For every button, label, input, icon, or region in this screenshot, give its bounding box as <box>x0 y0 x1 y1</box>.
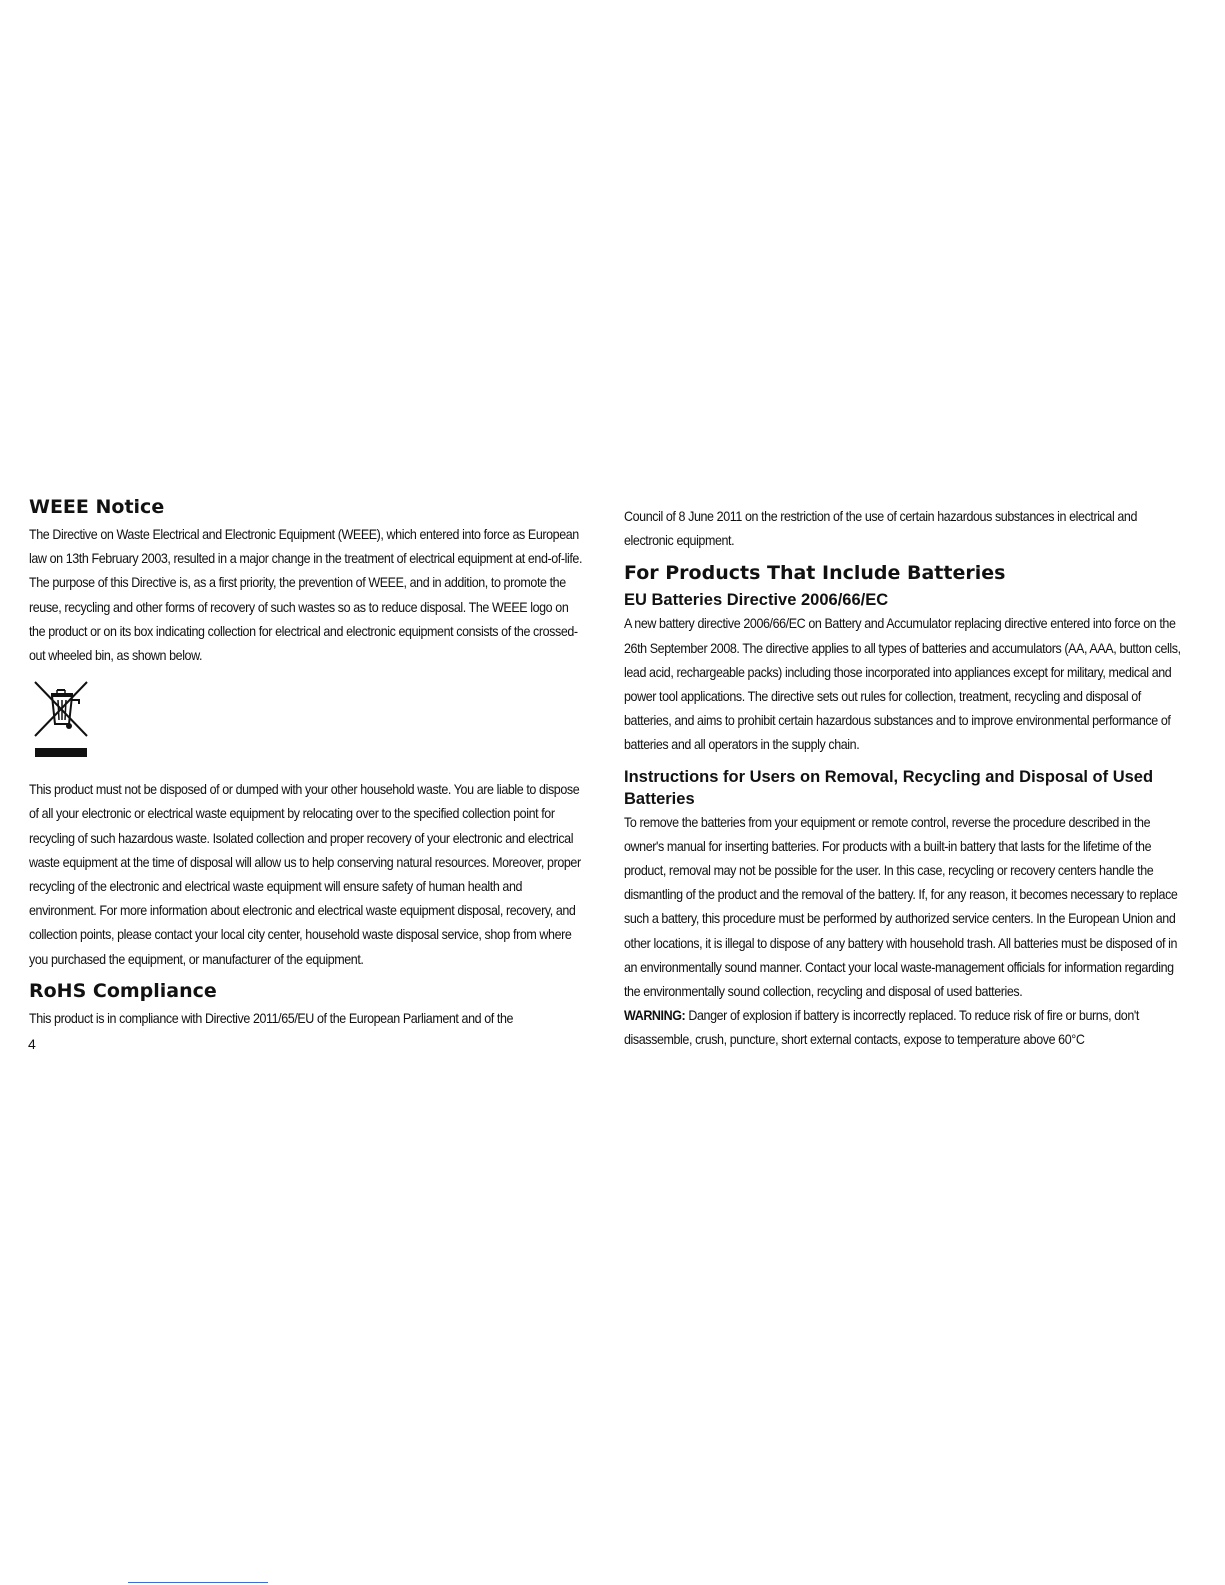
eu-directive-paragraph: A new battery directive 2006/66/EC on Battery and Accumulator replacing directive entered into force on the 26th September 2008. The directive applies to all types of batteries and accumulators (AA, AAA, button cells, lead acid, rechargeable packs) including those incorporated into appliances except for military, medical and power tool applications. The directive sets out rules for collection, treatment, recycling and disposal of batteries, and aims to prohibit certain hazardous substances and to improve environmental performance of batteries and all operators in the supply chain. <box>624 616 1181 753</box>
batteries-heading: For Products That Include Batteries <box>624 562 1006 585</box>
weee-paragraph-3: This product must not be disposed of or dumped with your other household waste. You are liable to dispose of all your electronic or electrical waste equipment by relocating over to the specified collection point for recycling of such hazardous waste. Isolated collection and proper recovery of your electronic and electrical waste equipment at the time of disposal will allow us to help conserving natural resources. Moreover, proper recycling of the electronic and electrical waste equipment will ensure safety of human health and environment. For more information about electronic and electrical waste equipment disposal, recovery, and collection points, please contact your local city center, household waste disposal service, shop from where you purchased the equipment, or manufacturer of the equipment. <box>29 782 581 967</box>
instructions-paragraph: To remove the batteries from your equipment or remote control, reverse the procedure described in the owner's manual for inserting batteries. For products with a built-in battery that lasts for the lifetime of the product, removal may not be possible for the user. In this case, recycling or recovery centers handle the dismantling of the product and the removal of the battery. If, for any reason, it becomes necessary to replace such a battery, this procedure must be performed by authorized service centers. In the European Union and other locations, it is illegal to dispose of any battery with household trash. All batteries must be disposed of in an environmentally sound manner. Contact your local waste-management officials for information regarding the environmentally sound collection, recycling and disposal of used batteries. <box>624 814 1178 1000</box>
rohs-heading: RoHS Compliance <box>29 979 217 1002</box>
weee-heading: WEEE Notice <box>29 496 165 518</box>
right-column <box>624 505 1192 1053</box>
rohs-paragraph: This product is in compliance with Directive 2011/65/EU of the European Parliament and of the <box>29 1010 514 1026</box>
weee-logo-container <box>29 678 591 778</box>
weee-paragraph-1: The Directive on Waste Electrical and Electronic Equipment (WEEE), which entered into force as European law on 13th February 2003, resulted in a major change in the treatment of electrical equipment at end-of-life. <box>29 527 583 567</box>
left-column <box>29 495 591 1031</box>
warning-label: WARNING: <box>624 1008 686 1024</box>
eu-directive-heading: EU Batteries Directive 2006/66/EC <box>624 591 889 610</box>
rohs-paragraph-continued: Council of 8 June 2011 on the restriction of the use of certain hazardous substances in electrical and electronic equipment. <box>624 509 1138 549</box>
bottom-divider <box>128 1582 268 1583</box>
instructions-heading: Instructions for Users on Removal, Recycling and Disposal of Used Batteries <box>624 767 1154 808</box>
crossed-out-wheeled-bin-icon <box>29 678 93 758</box>
warning-paragraph <box>624 1004 1188 1052</box>
page-number: 4 <box>28 1036 36 1052</box>
warning-text: Danger of explosion if battery is incorrectly replaced. To reduce risk of fire or burns, don't disassemble, crush, puncture, short external contacts, expose to temperature above 60°C <box>624 1008 1139 1048</box>
weee-paragraph-2: The purpose of this Directive is, as a first priority, the prevention of WEEE, and in addition, to promote the reuse, recycling and other forms of recovery of such wastes so as to reduce disposal. The WEEE logo on the product or on its box indicating collection for electrical and electronic equipment consists of the crossed-out wheeled bin, as shown below. <box>29 575 578 664</box>
